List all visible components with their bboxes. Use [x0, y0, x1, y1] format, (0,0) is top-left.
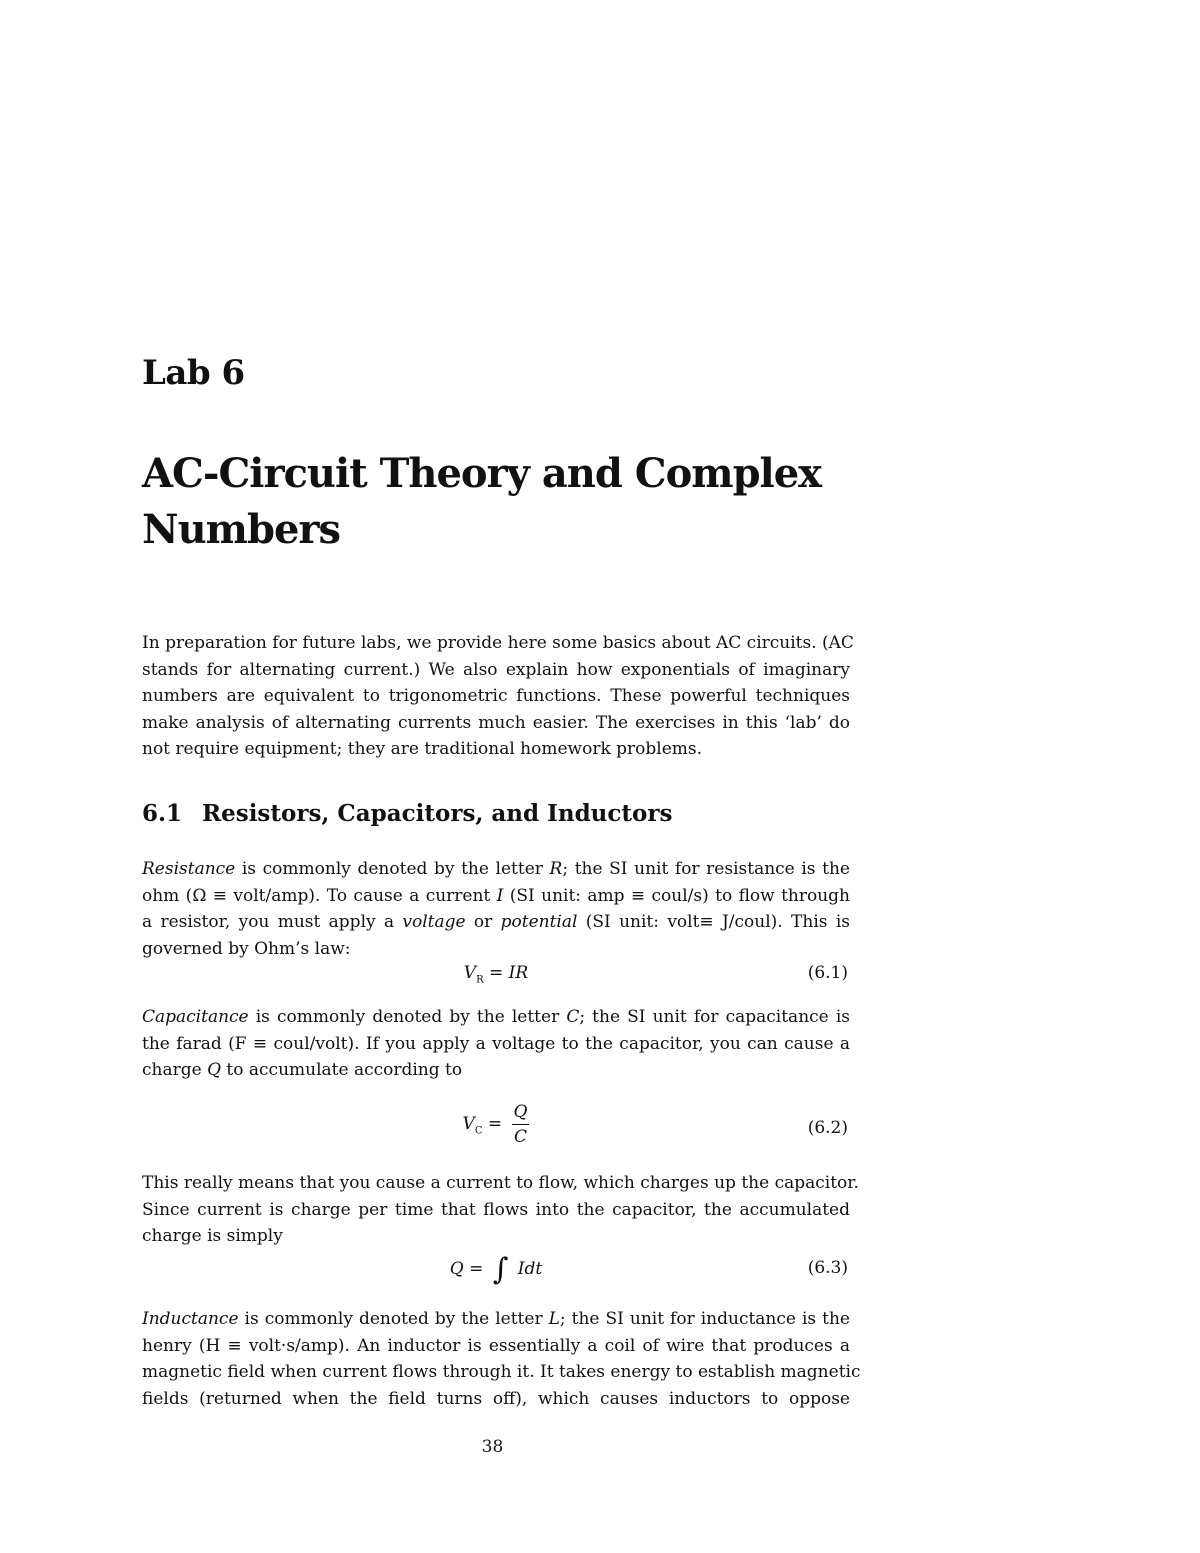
chapter-title-line2: Numbers — [142, 506, 340, 553]
equation-number: (6.3) — [807, 1258, 848, 1278]
equation-number: (6.2) — [807, 1118, 848, 1138]
charge-line: Since current is charge per time that flows into the capacitor, the accumulated — [142, 1199, 850, 1220]
inductance-line-4: fields (returned when the field turns off), which causes inductors to oppose — [142, 1388, 850, 1409]
equation-number: (6.1) — [807, 963, 848, 983]
inductance-line-3: magnetic field when current flows through it. It takes energy to establish magnetic — [142, 1362, 861, 1382]
resistance-paragraph — [142, 856, 850, 962]
term-resistance: Resistance — [142, 859, 236, 879]
intro-line: make analysis of alternating currents much easier. The exercises in this ‘lab’ do — [142, 712, 850, 733]
equation-body: $V_R$ = IR — [463, 963, 529, 986]
term-inductance: Inductance — [142, 1309, 239, 1329]
section-title: Resistors, Capacitors, and Inductors — [202, 800, 673, 827]
charge-paragraph — [142, 1170, 859, 1250]
inductance-line-1: Inductance is commonly denoted by the letter L; the SI unit for inductance is the — [142, 1309, 850, 1329]
capacitance-paragraph — [142, 1004, 850, 1084]
equation-6-1 — [142, 963, 850, 1003]
capacitance-line-2: the farad (F ≡ coul/volt). If you apply a voltage to the capacitor, you can cause a — [142, 1033, 850, 1054]
intro-line: not require equipment; they are traditional homework problems. — [142, 739, 703, 759]
intro-line: numbers are equivalent to trigonometric functions. These powerful techniques — [142, 686, 850, 706]
capacitance-line-1: Capacitance is commonly denoted by the letter C; the SI unit for capacitance is — [142, 1007, 850, 1027]
term-voltage: voltage — [402, 912, 466, 932]
intro-line: In preparation for future labs, we provide here some basics about AC circuits. (AC — [142, 633, 854, 653]
intro-paragraph — [142, 630, 854, 763]
equation-6-2 — [142, 1102, 850, 1158]
chapter-title — [142, 446, 902, 558]
resistance-line-1: Resistance is commonly denoted by the letter R; the SI unit for resistance is the — [142, 859, 850, 879]
resistance-line-3: a resistor, you must apply a voltage or potential (SI unit: volt≡ J/coul). This is — [142, 912, 850, 932]
equation-body: $V_C$ = $\frac{Q}{C}$ — [462, 1102, 528, 1147]
section-heading — [142, 800, 672, 827]
integral-sign: ∫ — [492, 1252, 509, 1287]
resistance-line-4: governed by Ohm’s law: — [142, 938, 351, 959]
fraction: $\frac{Q}{C}$ — [513, 1102, 528, 1147]
equation-6-3 — [142, 1252, 850, 1292]
term-potential: potential — [500, 912, 578, 932]
charge-line: charge is simply — [142, 1226, 283, 1246]
lab-label: Lab 6 — [142, 353, 245, 393]
chapter-title-line1: AC-Circuit Theory and Complex — [142, 450, 822, 497]
inductance-line-2: henry (H ≡ volt·s/amp). An inductor is essentially a coil of wire that produces a — [142, 1335, 850, 1356]
intro-line: stands for alternating current.) We also explain how exponentials of imaginary — [142, 659, 850, 680]
equation-body: Q = ∫ Idt — [449, 1252, 543, 1287]
inductance-paragraph — [142, 1306, 861, 1412]
capacitance-line-3: charge Q to accumulate according to — [142, 1060, 463, 1080]
section-number: 6.1 — [142, 800, 183, 827]
charge-line: This really means that you cause a current to flow, which charges up the capacitor. — [142, 1173, 859, 1193]
page-number: 38 — [481, 1437, 504, 1457]
resistance-line-2: ohm (Ω ≡ volt/amp). To cause a current I (SI unit: amp ≡ coul/s) to flow through — [142, 885, 851, 906]
term-capacitance: Capacitance — [142, 1007, 249, 1027]
